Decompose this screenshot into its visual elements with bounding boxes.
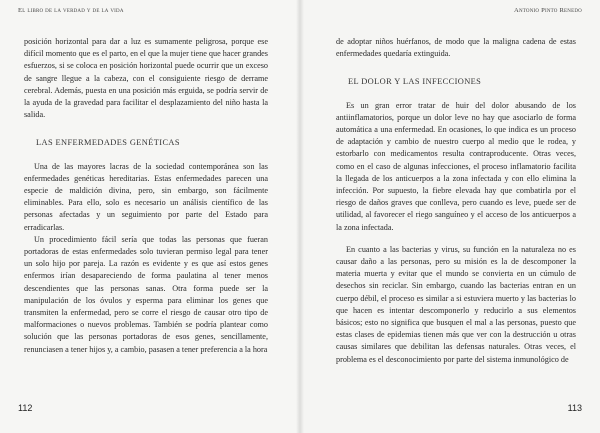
book-gutter (296, 0, 304, 433)
paragraph: Una de las mayores lacras de la sociedad contemporánea son las enfermedades genéticas hereditarias. Estas enfermedades parecen una especie de maldición divina, pero, sin embargo, son fácilmente eliminables. Para ello, solo es necesario un análisis científico de las personas afectadas y un seguimiento por parte del Estado para erradicarlas. (24, 161, 268, 232)
page-number-right: 113 (567, 403, 582, 413)
left-text-column (24, 36, 268, 356)
running-header-right: Antonio Pinto Renedo (514, 7, 582, 14)
paragraph: posición horizontal para dar a luz es sumamente peligrosa, porque ese difícil momento que es el parto, en el que la mujer tiene que hacer grandes esfuerzos, si se coloca en posición horizontal puede ocurrir que un exceso de sangre llegue a la cabeza, con el consiguiente riesgo de derrame cerebral. Además, puesta en una posición más erguida, se podría servir de la ayuda de la gravedad para facilitar el desplazamiento del niño hasta la salida. (24, 37, 268, 120)
paragraph: Es un gran error tratar de huir del dolor abusando de los antiinflamatorios, porque un dolor leve no hay que asociarlo de forma automática a una enfermedad. En ocasiones, lo que indica es un proceso de adaptación y cambio de nuestro cuerpo al medio que le rodea, y estorbarlo con medicamentos resulta contraproducente. Otras veces, como en el caso de algunas infecciones, el proceso inflamatorio facilita la llegada de los anticuerpos a la zona infectada y con ello elimina la infección. Por supuesto, la fiebre elevada hay que combatirla por el riesgo de daños graves que conlleva, pero cuando es leve, puede ser de utilidad, al favorecer el riego sanguíneo y el acceso de los anticuerpos a la zona infectada. (336, 100, 576, 232)
section-heading-pain: EL DOLOR Y LAS INFECCIONES (348, 77, 482, 87)
page-number-left: 112 (18, 403, 33, 413)
running-header-left: El libro de la verdad y de la vida (18, 7, 124, 14)
right-page (300, 0, 600, 433)
right-text-column (336, 36, 576, 366)
paragraph: Un procedimiento fácil sería que todas las personas que fueran portadoras de estas enfermedades solo tuvieran permiso legal para tener un solo hijo por pareja. La razón es evidente y es que así estos genes enfermos irían desapareciendo de forma paulatina al tener menos descendientes que las personas sanas. Otra forma puede ser la manipulación de los óvulos y esperma para eliminar los genes que transmiten la enfermedad, pero se corre el riesgo de causar otro tipo de malformaciones o nuevos problemas. También se podría plantear como solución que las personas portadoras de esos genes, sencillamente, renunciasen a tener hijos y, a cambio, pasasen a tener preferencia a la hora (24, 234, 268, 354)
paragraph: En cuanto a las bacterias y virus, su función en la naturaleza no es causar daño a las personas, pero su misión es la de descomponer la materia muerta y evitar que el mundo se convierta en un cúmulo de desechos sin reciclar. Sin embargo, cuando las bacterias entran en un cuerpo débil, el proceso es similar a si estuviera muerto y las bacterias lo que hacen es intentar descomponerlo y reducirlo a sus elementos básicos; esto no significa que busquen el mal a las personas, puesto que estas clases de epidemias tienen más que ver con la destrucción u otras causas similares que debilitan las defensas naturales. Otras veces, el problema es el desconocimiento por parte del sistema inmunológico de (336, 244, 576, 364)
paragraph: de adoptar niños huérfanos, de modo que la maligna cadena de estas enfermedades quedaría extinguida. (336, 37, 576, 59)
section-heading-genetic: LAS ENFERMEDADES GENÉTICAS (36, 138, 180, 148)
